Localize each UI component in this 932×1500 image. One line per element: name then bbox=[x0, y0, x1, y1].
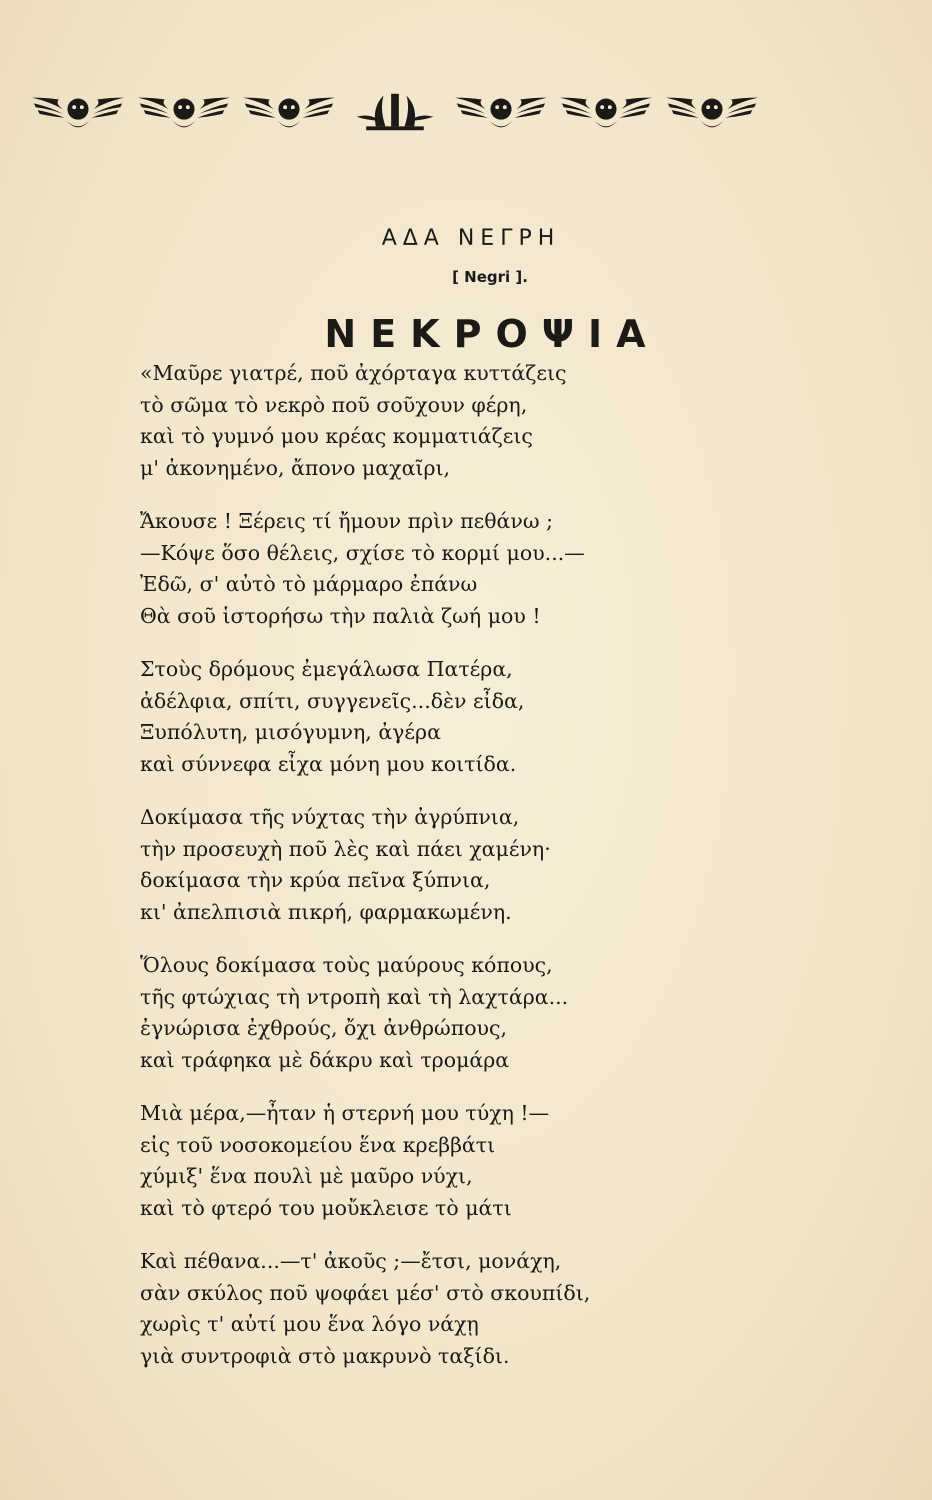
ornament-band bbox=[30, 82, 760, 142]
verse-line: ἐγνώρισα ἐχθρούς, ὄχι ἀνθρώπους, bbox=[140, 1016, 508, 1040]
winged-cherub-icon bbox=[30, 87, 126, 137]
verse-line: Ξυπόλυτη, μισόγυμνη, ἀγέρα bbox=[140, 720, 441, 744]
verse-line: σὰν σκύλος ποῦ ψοφάει μέσ' στὸ σκουπίδι, bbox=[140, 1280, 591, 1305]
verse-line: χωρὶς τ' αὐτί μου ἕνα λόγο νάχῃ bbox=[140, 1312, 479, 1336]
winged-cherub-icon bbox=[664, 87, 760, 137]
winged-cherub-icon bbox=[558, 87, 654, 137]
verse-line: Καὶ πέθανα...—τ' ἀκοῦς ;—ἔτσι, μονάχη, bbox=[140, 1249, 562, 1273]
verse-line: καὶ σύννεφα εἶχα μόνη μου κοιτίδα. bbox=[140, 751, 517, 776]
verse-line: Δοκίμασα τῆς νύχτας τὴν ἀγρύπνια, bbox=[140, 805, 520, 829]
verse-line: χύμιξ' ἕνα πουλὶ μὲ μαῦρο νύχι, bbox=[140, 1164, 473, 1188]
author-latin-name: [ Negri ]. bbox=[452, 268, 528, 286]
stanza bbox=[140, 358, 700, 484]
verse-line: καὶ τὸ γυμνό μου κρέας κομματιάζεις bbox=[140, 424, 533, 448]
winged-cherub-icon bbox=[453, 87, 549, 137]
winged-cherub-icon bbox=[241, 87, 337, 137]
verse-line: εἰς τοῦ νοσοκομείου ἕνα κρεββάτι bbox=[140, 1132, 496, 1157]
verse-line: τὴν προσευχὴ ποῦ λὲς καὶ πάει χαμένη· bbox=[140, 836, 551, 861]
stanza bbox=[140, 1246, 700, 1372]
stanza bbox=[140, 802, 700, 928]
verse-line: καὶ τράφηκα μὲ δάκρυ καὶ τρομάρα bbox=[140, 1047, 510, 1072]
stanza bbox=[140, 506, 700, 632]
verse-line: τὸ σῶμα τὸ νεκρὸ ποῦ σοῦχουν φέρη, bbox=[140, 392, 528, 417]
poem-body bbox=[140, 358, 700, 1394]
verse-line: —Κόψε ὅσο θέλεις, σχίσε τὸ κορμί μου...— bbox=[140, 540, 585, 565]
poem-title: ΝΕΚΡΟΨΙΑ bbox=[324, 312, 660, 356]
verse-line: καὶ τὸ φτερό του μοὔκλεισε τὸ μάτι bbox=[140, 1195, 512, 1220]
lyre-ornament-icon bbox=[347, 87, 443, 137]
author-name: ΑΔΑ ΝΕΓΡΗ bbox=[381, 226, 561, 251]
verse-line: Ἄκουσε ! Ξέρεις τί ἤμουν πρὶν πεθάνω ; bbox=[140, 509, 554, 533]
verse-line: «Μαῦρε γιατρέ, ποῦ ἀχόρταγα κυττάζεις bbox=[140, 361, 567, 385]
verse-line: γιὰ συντροφιὰ στὸ μακρυνὸ ταξίδι. bbox=[140, 1343, 510, 1368]
verse-line: ἀδέλφια, σπίτι, συγγενεῖς...δὲν εἶδα, bbox=[140, 688, 525, 713]
verse-line: Θὰ σοῦ ἱστορήσω τὴν παλιὰ ζωή μου ! bbox=[140, 603, 541, 628]
verse-line: τῆς φτώχιας τὴ ντροπὴ καὶ τὴ λαχτάρα... bbox=[140, 984, 569, 1009]
verse-line: Στοὺς δρόμους ἐμεγάλωσα Πατέρα, bbox=[140, 657, 513, 681]
verse-line: κι' ἀπελπισιὰ πικρή, φαρμακωμένη. bbox=[140, 899, 512, 924]
stanza bbox=[140, 950, 700, 1076]
verse-line: μ' ἀκονημένο, ἄπονο μαχαῖρι, bbox=[140, 455, 451, 480]
winged-cherub-icon bbox=[136, 87, 232, 137]
verse-line: Μιὰ μέρα,—ἦταν ἡ στερνή μου τύχη !— bbox=[140, 1101, 550, 1125]
verse-line: Ὅλους δοκίμασα τοὺς μαύρους κόπους, bbox=[140, 953, 553, 977]
verse-line: δοκίμασα τὴν κρύα πεῖνα ξύπνια, bbox=[140, 868, 491, 892]
verse-line: Ἐδῶ, σ' αὐτὸ τὸ μάρμαρο ἐπάνω bbox=[140, 572, 478, 596]
stanza bbox=[140, 654, 700, 780]
stanza bbox=[140, 1098, 700, 1224]
